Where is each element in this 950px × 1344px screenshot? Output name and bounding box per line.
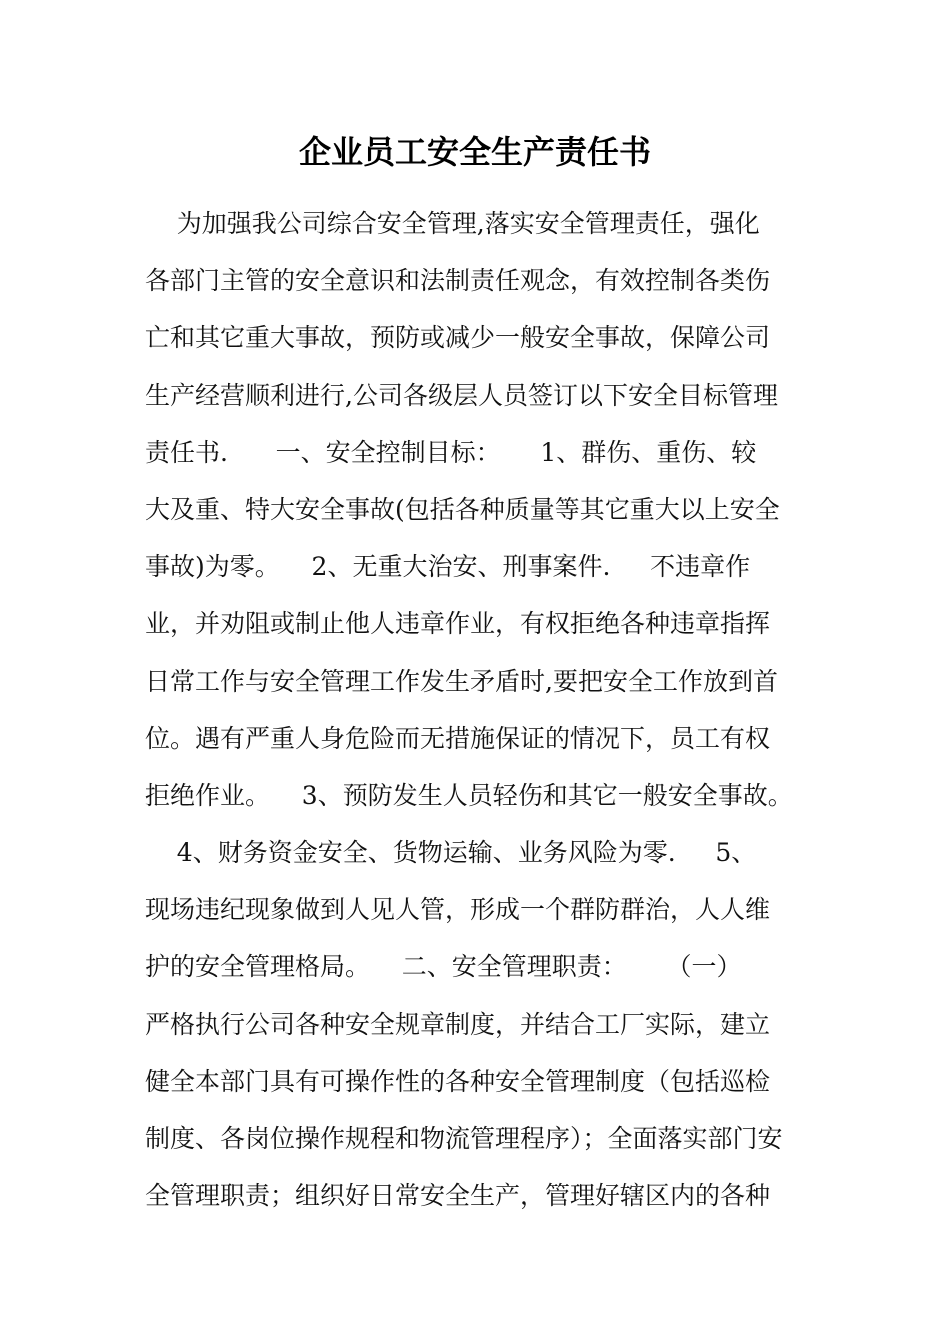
body-line: 各部门主管的安全意识和法制责任观念，有效控制各类伤 bbox=[145, 266, 771, 296]
body-line: 生产经营顺利进行,公司各级层人员签订以下安全目标管理 bbox=[145, 380, 778, 410]
body-line: 健全本部门具有可操作性的各种安全管理制度（包括巡检 bbox=[145, 1066, 771, 1096]
body-line: 制度、各岗位操作规程和物流管理程序）；全面落实部门安 bbox=[145, 1124, 783, 1153]
document-body bbox=[145, 202, 825, 1231]
body-line: 护的安全管理格局。 二、安全管理职责： （一） bbox=[145, 952, 742, 982]
body-line: 4、财务资金安全、货物运输、业务风险为零. 5、 bbox=[145, 838, 757, 868]
body-line: 全管理职责；组织好日常安全生产，管理好辖区内的各种 bbox=[145, 1181, 771, 1211]
body-line: 业，并劝阻或制止他人违章作业，有权拒绝各种违章指挥 bbox=[145, 609, 771, 639]
body-line: 亡和其它重大事故，预防或减少一般安全事故，保障公司 bbox=[145, 323, 771, 353]
body-line: 日常工作与安全管理工作发生矛盾时,要把安全工作放到首 bbox=[145, 666, 778, 696]
document-title: 企业员工安全生产责任书 bbox=[298, 133, 651, 171]
body-line: 严格执行公司各种安全规章制度，并结合工厂实际，建立 bbox=[145, 1009, 771, 1039]
body-line: 位。遇有严重人身危险而无措施保证的情况下，员工有权 bbox=[145, 723, 771, 753]
body-line: 为加强我公司综合安全管理,落实安全管理责任，强化 bbox=[145, 209, 760, 238]
body-line: 大及重、特大安全事故(包括各种质量等其它重大以上安全 bbox=[145, 494, 780, 524]
body-line: 拒绝作业。 3、预防发生人员轻伤和其它一般安全事故。 bbox=[145, 780, 793, 810]
body-line: 现场违纪现象做到人见人管，形成一个群防群治，人人维 bbox=[145, 895, 771, 925]
body-line: 事故)为零。 2、无重大治安、刑事案件. 不违章作 bbox=[145, 552, 751, 582]
body-line: 责任书. 一、安全控制目标： 1、群伤、重伤、较 bbox=[145, 437, 757, 467]
